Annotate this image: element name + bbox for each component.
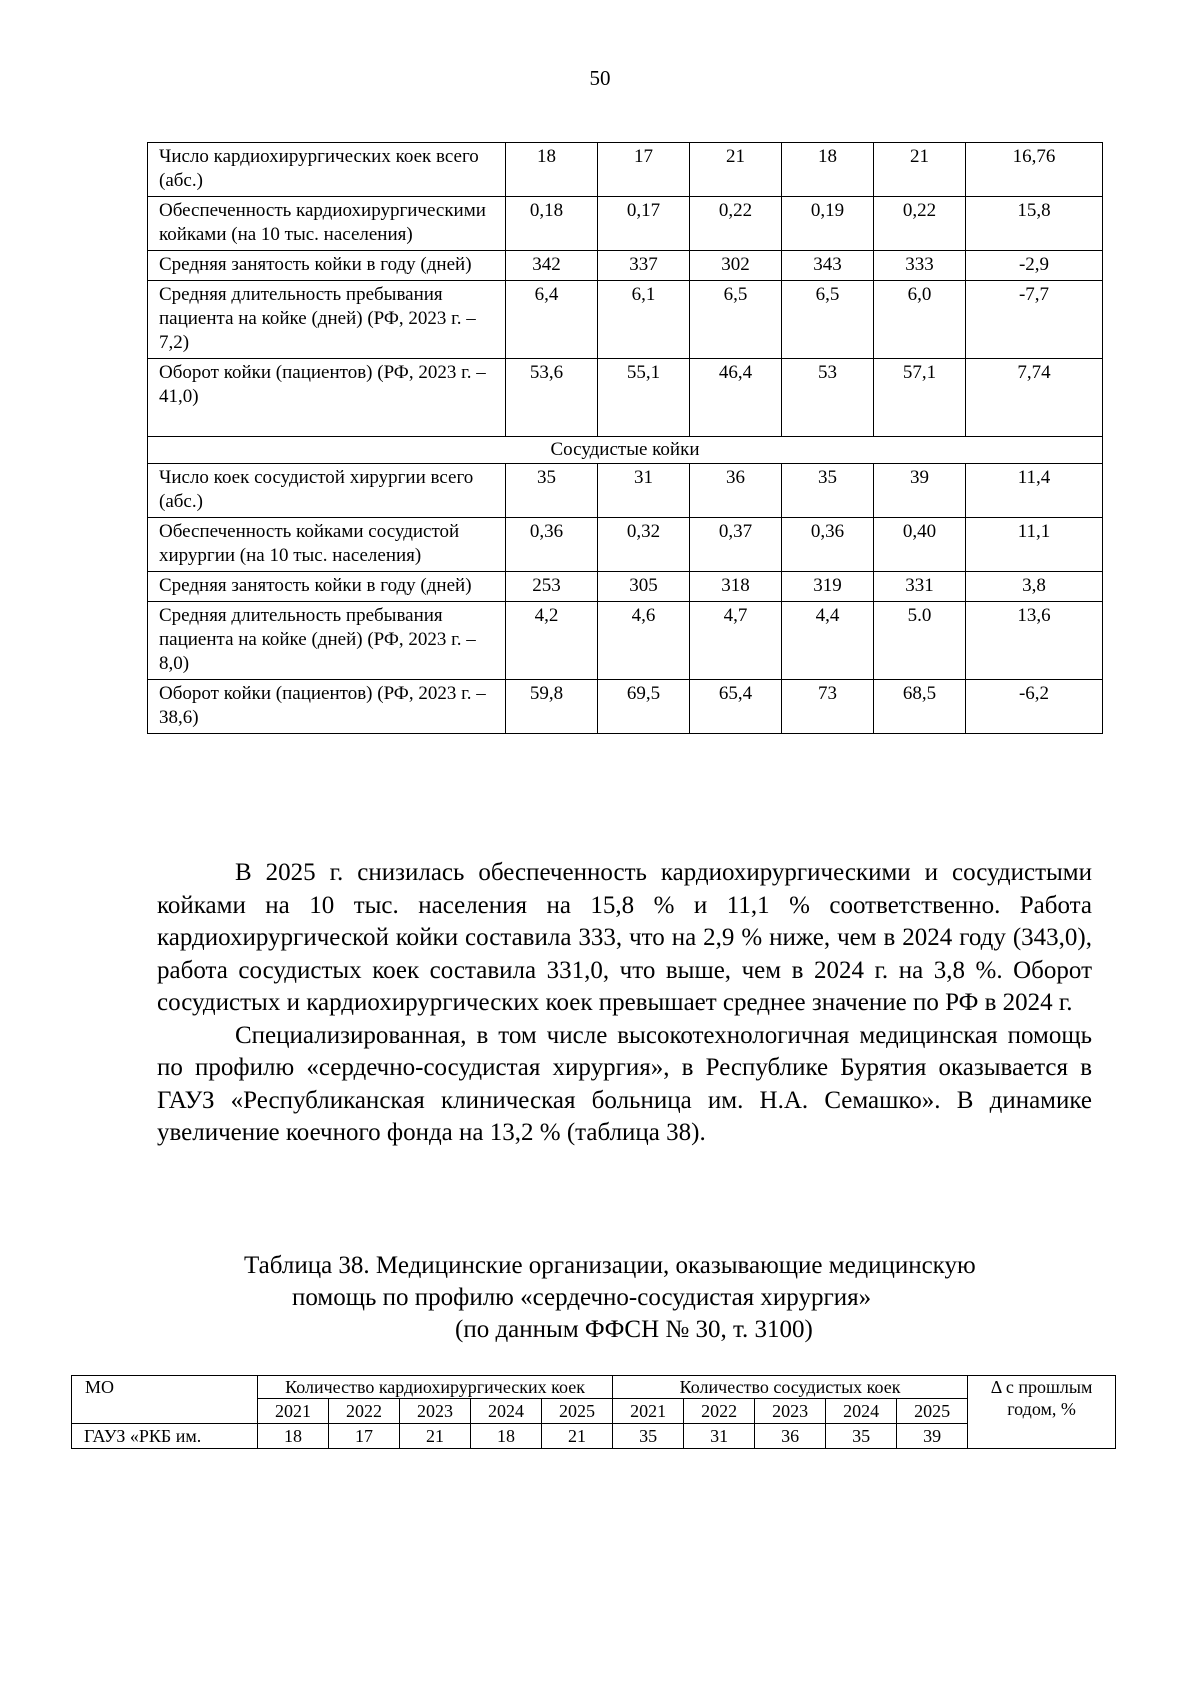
table-cell: 73 bbox=[782, 680, 874, 734]
table-cell: 4,4 bbox=[782, 602, 874, 680]
table-cell: 21 bbox=[400, 1424, 471, 1449]
paragraph: В 2025 г. снизилась обеспеченность кардиохирургическими и сосудистыми койками на 10 тыс. населения на 15,8 % и 11,1 % соответственно. Работа кардиохирургической койки составила 333, что на 2,9 % ниже, чем в 2024 году (343,0), работа сосудистых коек составила 331,0, что выше, чем в 2024 г. на 3,8 %. Оборот сосудистых и кардиохирургических коек превышает среднее значение по РФ в 2024 г. bbox=[157, 859, 1092, 1016]
table-row bbox=[148, 359, 1103, 437]
section-row bbox=[148, 437, 1103, 464]
header-year: 2021 bbox=[613, 1399, 684, 1424]
row-label: Средняя занятость койки в году (дней) bbox=[148, 572, 506, 602]
table-cell: 55,1 bbox=[598, 359, 690, 437]
table-cell: 17 bbox=[329, 1424, 400, 1449]
table-cell: 337 bbox=[598, 251, 690, 281]
header-year: 2022 bbox=[329, 1399, 400, 1424]
table-cell: 36 bbox=[690, 464, 782, 518]
table-cell: 4,2 bbox=[506, 602, 598, 680]
page-number: 50 bbox=[589, 66, 611, 90]
delta-cell: 7,74 bbox=[966, 359, 1103, 437]
table-cell: 0,37 bbox=[690, 518, 782, 572]
organizations-table bbox=[71, 1375, 1116, 1449]
table-cell: 53 bbox=[782, 359, 874, 437]
body-text bbox=[157, 857, 1092, 1150]
table-cell: 0,40 bbox=[874, 518, 966, 572]
header-year: 2022 bbox=[684, 1399, 755, 1424]
row-label: Средняя занятость койки в году (дней) bbox=[148, 251, 506, 281]
row-label: Оборот койки (пациентов) (РФ, 2023 г. – 41,0) bbox=[148, 359, 506, 437]
header-mo: МО bbox=[72, 1376, 258, 1424]
delta-cell: -7,7 bbox=[966, 281, 1103, 359]
table-cell: 35 bbox=[826, 1424, 897, 1449]
table-cell: 31 bbox=[684, 1424, 755, 1449]
caption-line: Таблица 38. Медицинские организации, оказывающие медицинскую bbox=[244, 1252, 976, 1279]
delta-cell: 13,6 bbox=[966, 602, 1103, 680]
table-caption bbox=[0, 1250, 1200, 1346]
table-cell: 18 bbox=[506, 143, 598, 197]
table-cell: 253 bbox=[506, 572, 598, 602]
table-cell: 302 bbox=[690, 251, 782, 281]
header-year: 2023 bbox=[755, 1399, 826, 1424]
table-row bbox=[72, 1424, 1116, 1449]
table-cell: 59,8 bbox=[506, 680, 598, 734]
header-year: 2025 bbox=[542, 1399, 613, 1424]
table-cell: 53,6 bbox=[506, 359, 598, 437]
header-year: 2024 bbox=[826, 1399, 897, 1424]
row-label: Средняя длительность пребывания пациента на койке (дней) (РФ, 2023 г. – 8,0) bbox=[148, 602, 506, 680]
table-cell: 65,4 bbox=[690, 680, 782, 734]
table-cell: 69,5 bbox=[598, 680, 690, 734]
table-cell: 0,19 bbox=[782, 197, 874, 251]
table-cell: 21 bbox=[542, 1424, 613, 1449]
table-cell: 21 bbox=[874, 143, 966, 197]
table-row bbox=[148, 464, 1103, 518]
delta-cell: 11,4 bbox=[966, 464, 1103, 518]
header-vascular: Количество сосудистых коек bbox=[613, 1376, 968, 1399]
caption-line: помощь по профилю «сердечно-сосудистая хирургия» bbox=[292, 1284, 872, 1311]
header-cardio: Количество кардиохирургических коек bbox=[258, 1376, 613, 1399]
table-row bbox=[148, 680, 1103, 734]
table-cell: 6,5 bbox=[782, 281, 874, 359]
table-cell: 35 bbox=[613, 1424, 684, 1449]
table-row bbox=[148, 251, 1103, 281]
header-delta: Δ с прошлым годом, % bbox=[968, 1376, 1116, 1449]
table-cell: 4,6 bbox=[598, 602, 690, 680]
table-cell: 6,0 bbox=[874, 281, 966, 359]
table-cell: 0,22 bbox=[874, 197, 966, 251]
table-cell: 36 bbox=[755, 1424, 826, 1449]
delta-cell: 3,8 bbox=[966, 572, 1103, 602]
table-cell: 319 bbox=[782, 572, 874, 602]
table-cell: 6,4 bbox=[506, 281, 598, 359]
table-cell: 17 bbox=[598, 143, 690, 197]
bed-indicators-table bbox=[147, 142, 1103, 734]
table-cell: 21 bbox=[690, 143, 782, 197]
table-row bbox=[148, 143, 1103, 197]
delta-cell: 16,76 bbox=[966, 143, 1103, 197]
table-cell: 35 bbox=[782, 464, 874, 518]
table-cell: 0,22 bbox=[690, 197, 782, 251]
table-cell: 0,32 bbox=[598, 518, 690, 572]
table-cell: 18 bbox=[782, 143, 874, 197]
mo-cell: ГАУЗ «РКБ им. bbox=[72, 1424, 258, 1449]
table-header-row bbox=[72, 1376, 1116, 1399]
table-cell: 39 bbox=[874, 464, 966, 518]
header-year: 2021 bbox=[258, 1399, 329, 1424]
row-label: Средняя длительность пребывания пациента на койке (дней) (РФ, 2023 г. – 7,2) bbox=[148, 281, 506, 359]
table-cell: 4,7 bbox=[690, 602, 782, 680]
table-cell: 31 bbox=[598, 464, 690, 518]
table-cell: 5.0 bbox=[874, 602, 966, 680]
table-cell: 6,1 bbox=[598, 281, 690, 359]
header-year: 2025 bbox=[897, 1399, 968, 1424]
table-cell: 46,4 bbox=[690, 359, 782, 437]
table-row bbox=[148, 572, 1103, 602]
delta-cell: -6,2 bbox=[966, 680, 1103, 734]
delta-cell: -2,9 bbox=[966, 251, 1103, 281]
row-label: Обеспеченность койками сосудистой хирургии (на 10 тыс. населения) bbox=[148, 518, 506, 572]
table-row bbox=[148, 602, 1103, 680]
row-label: Число кардиохирургических коек всего (абс.) bbox=[148, 143, 506, 197]
table-cell: 342 bbox=[506, 251, 598, 281]
table-cell: 0,36 bbox=[506, 518, 598, 572]
row-label: Число коек сосудистой хирургии всего (абс.) bbox=[148, 464, 506, 518]
table-cell: 0,36 bbox=[782, 518, 874, 572]
table-cell: 0,18 bbox=[506, 197, 598, 251]
table-cell: 39 bbox=[897, 1424, 968, 1449]
caption-line: (по данным ФФСН № 30, т. 3100) bbox=[455, 1316, 813, 1343]
row-label: Оборот койки (пациентов) (РФ, 2023 г. – 38,6) bbox=[148, 680, 506, 734]
table-cell: 343 bbox=[782, 251, 874, 281]
table-cell: 18 bbox=[471, 1424, 542, 1449]
delta-cell: 11,1 bbox=[966, 518, 1103, 572]
delta-cell: 15,8 bbox=[966, 197, 1103, 251]
table-row bbox=[148, 518, 1103, 572]
section-title: Сосудистые койки bbox=[148, 437, 1103, 464]
table-row bbox=[148, 197, 1103, 251]
table-cell: 0,17 bbox=[598, 197, 690, 251]
paragraph: Специализированная, в том числе высокотехнологичная медицинская помощь по профилю «сердечно-сосудистая хирургия», в Республике Бурятия оказывается в ГАУЗ «Республиканская клиническая больница им. Н.А. Семашко». В динамике увеличение коечного фонда на 13,2 % (таблица 38). bbox=[157, 1021, 1092, 1146]
table-cell: 331 bbox=[874, 572, 966, 602]
header-year: 2024 bbox=[471, 1399, 542, 1424]
table-cell: 318 bbox=[690, 572, 782, 602]
row-label: Обеспеченность кардиохирургическими койками (на 10 тыс. населения) bbox=[148, 197, 506, 251]
table-cell: 333 bbox=[874, 251, 966, 281]
table-cell: 18 bbox=[258, 1424, 329, 1449]
header-year: 2023 bbox=[400, 1399, 471, 1424]
table-cell: 57,1 bbox=[874, 359, 966, 437]
table-row bbox=[148, 281, 1103, 359]
table-cell: 6,5 bbox=[690, 281, 782, 359]
table-cell: 35 bbox=[506, 464, 598, 518]
table-cell: 305 bbox=[598, 572, 690, 602]
table-cell: 68,5 bbox=[874, 680, 966, 734]
